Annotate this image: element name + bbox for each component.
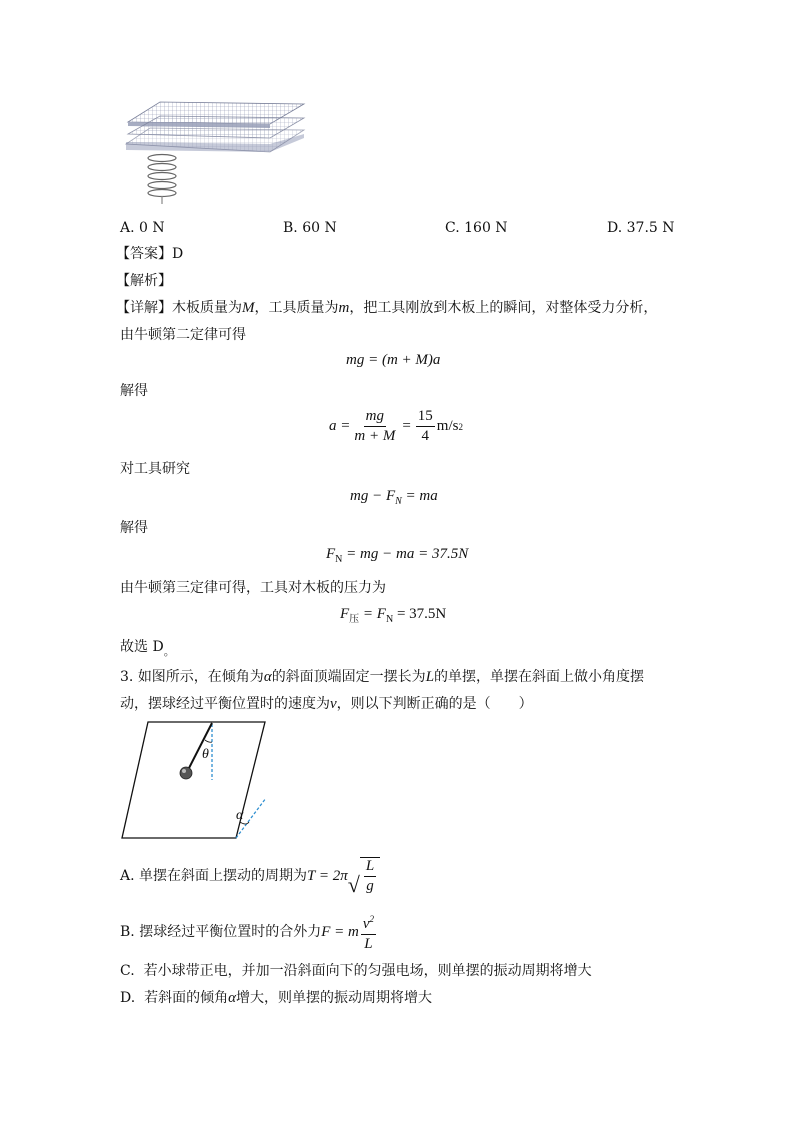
q2-option-b[interactable]: B. 60 N: [283, 220, 337, 236]
answer-value: D: [172, 246, 184, 262]
answer-line: [116, 244, 183, 264]
q3-stem-line-1: 3. 如图所示，在倾角为α的斜面顶端固定一摆长为L的单摆，单摆在斜面上做小角度摆: [120, 669, 645, 685]
conclusion-line: 故选 $D_。$: [120, 639, 175, 658]
q3-option-c[interactable]: C. 若小球带正电，并加一沿斜面向下的匀强电场，则单摆的振动周期将增大: [120, 963, 592, 979]
spring-board-figure: [120, 94, 310, 206]
study-tool-line: 对工具研究: [120, 461, 190, 477]
equation-3: mg − $F_N$ = ma: [350, 488, 438, 507]
q3-option-d[interactable]: D. 若斜面的倾角α增大，则单摆的振动周期将增大: [120, 990, 432, 1006]
q2-option-d[interactable]: D. 37.5 N: [607, 220, 675, 236]
incline-pendulum-figure: [118, 718, 278, 843]
answer-tag: 【答案】: [116, 246, 172, 262]
equation-4: $F_N$ = mg − ma = 37.5N: [326, 546, 469, 565]
q3-stem-line-2: 动，摆球经过平衡位置时的速度为v，则以下判断正确的是（ ）: [120, 696, 533, 712]
newton3-line: 由牛顿第三定律可得，工具对木板的压力为: [120, 580, 386, 596]
solve-line-2: 解得: [120, 520, 148, 536]
analysis-tag: 【解析】: [116, 273, 172, 289]
solve-line-1: 解得: [120, 383, 148, 399]
alpha-label: α: [236, 808, 244, 823]
equation-5: $F_压 = F_N = 37.5N$: [340, 606, 447, 625]
q2-option-a[interactable]: A. 0 N: [120, 220, 165, 236]
theta-label: θ: [202, 747, 209, 762]
newton2-line: 由牛顿第二定律可得: [120, 327, 246, 343]
q3-option-a[interactable]: A. 单摆在斜面上摆动的周期为 T = 2π √ $\frac{L}{g}$: [120, 854, 380, 898]
spring-icon: [148, 155, 176, 205]
pendulum-ball: [180, 767, 192, 779]
q3-option-b[interactable]: B. 摆球经过平衡位置时的合外力 F = m $\frac{v^2}{L}$: [120, 910, 378, 954]
detail-line: 【详解】木板质量为M，工具质量为m，把工具刚放到木板上的瞬间，对整体受力分析，: [116, 300, 658, 316]
q2-option-c[interactable]: C. 160 N: [445, 220, 508, 236]
equation-2: a = $\frac{mg}{m + M}$ = $\frac{15}{4}$ m/s 2: [329, 408, 463, 444]
question-number: 3.: [120, 669, 134, 685]
equation-1: mg = (m + M)a: [346, 352, 441, 368]
